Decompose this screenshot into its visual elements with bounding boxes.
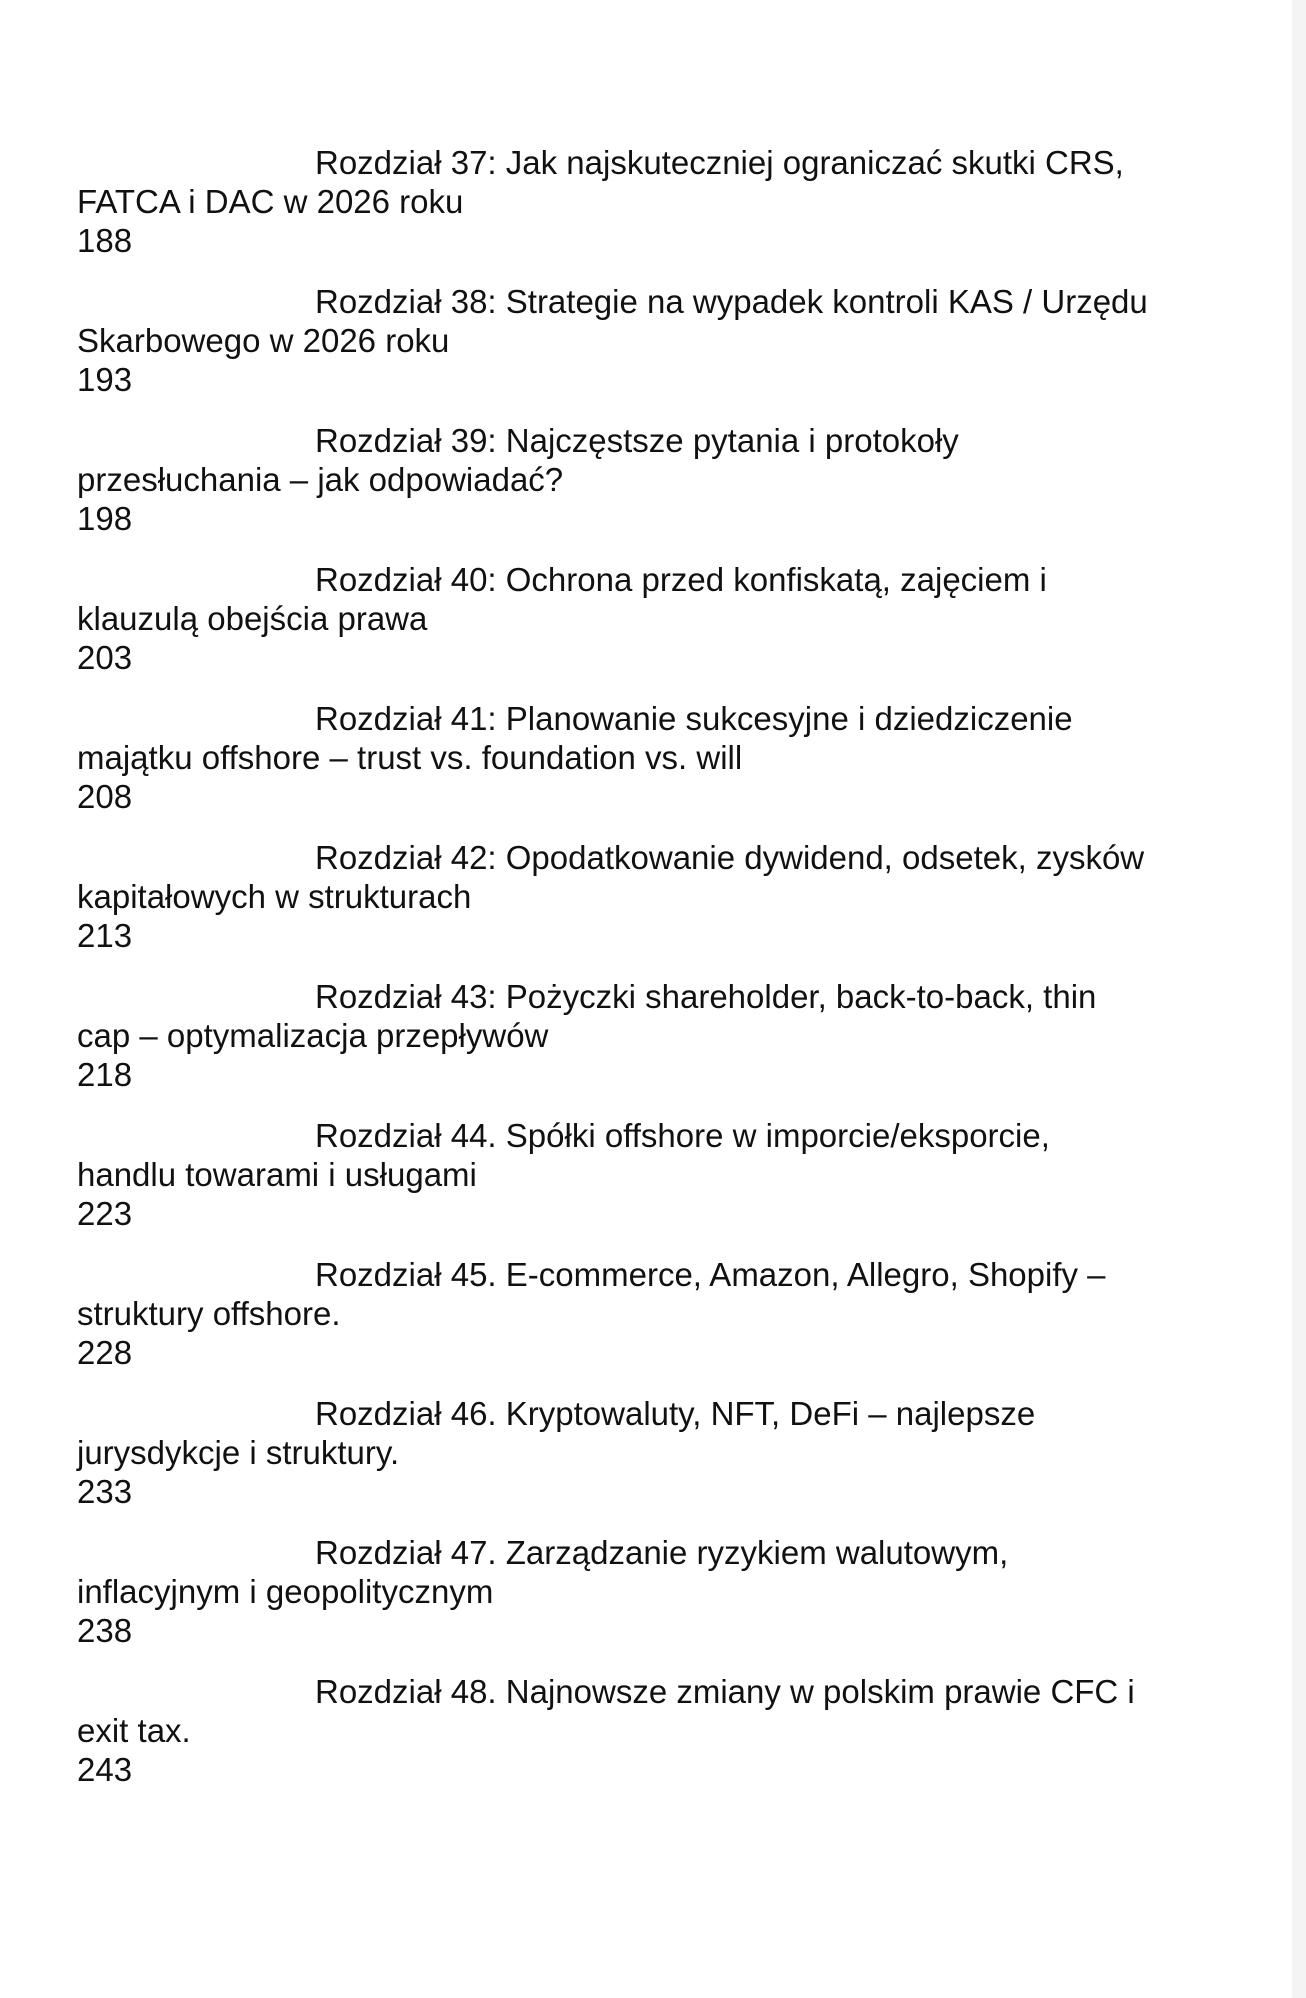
chapter-title-line-1: Rozdział 45. E-commerce, Amazon, Allegro, Shopify – xyxy=(315,1256,1106,1293)
chapter-title-line-2: kapitałowych w strukturach xyxy=(77,878,472,915)
chapter-title-line-1: Rozdział 38: Strategie na wypadek kontroli KAS / Urzędu xyxy=(315,283,1148,320)
chapter-title-line-2: majątku offshore – trust vs. foundation vs. will xyxy=(77,739,743,776)
chapter-title-line-2: inflacyjnym i geopolitycznym xyxy=(77,1573,494,1610)
page-number: 193 xyxy=(77,361,133,398)
chapter-title-line-2: FATCA i DAC w 2026 roku xyxy=(77,183,464,220)
toc-entry-39 xyxy=(77,421,1227,560)
page-number: 218 xyxy=(77,1056,133,1093)
page-edge xyxy=(1292,0,1306,1998)
toc-entry-44 xyxy=(77,1116,1227,1255)
chapter-title-line-2: Skarbowego w 2026 roku xyxy=(77,322,450,359)
page-number: 208 xyxy=(77,778,133,815)
toc-entry-38 xyxy=(77,282,1227,421)
toc-entry-42 xyxy=(77,838,1227,977)
chapter-title-line-1: Rozdział 40: Ochrona przed konfiskatą, zajęciem i xyxy=(315,561,1047,598)
page-number: 223 xyxy=(77,1195,133,1232)
toc-entry-46 xyxy=(77,1394,1227,1533)
page-number: 198 xyxy=(77,500,133,537)
chapter-title-line-1: Rozdział 39: Najczęstsze pytania i protokoły xyxy=(315,422,959,459)
chapter-title-line-1: Rozdział 48. Najnowsze zmiany w polskim prawie CFC i xyxy=(315,1673,1135,1710)
page-number: 203 xyxy=(77,639,133,676)
toc-entry-37 xyxy=(77,143,1227,282)
page-number: 228 xyxy=(77,1334,133,1371)
toc-entry-45 xyxy=(77,1255,1227,1394)
chapter-title-line-1: Rozdział 42: Opodatkowanie dywidend, odsetek, zysków xyxy=(315,839,1145,876)
toc-entry-48 xyxy=(77,1672,1227,1811)
chapter-title-line-1: Rozdział 44. Spółki offshore w imporcie/eksporcie, xyxy=(315,1117,1050,1154)
page-number: 233 xyxy=(77,1473,133,1510)
chapter-title-line-2: klauzulą obejścia prawa xyxy=(77,600,428,637)
chapter-title-line-1: Rozdział 43: Pożyczki shareholder, back-to-back, thin xyxy=(315,978,1097,1015)
page-number: 238 xyxy=(77,1612,133,1649)
chapter-title-line-1: Rozdział 41: Planowanie sukcesyjne i dziedziczenie xyxy=(315,700,1073,737)
page-number: 213 xyxy=(77,917,133,954)
toc-entry-47 xyxy=(77,1533,1227,1672)
chapter-title-line-1: Rozdział 46. Kryptowaluty, NFT, DeFi – najlepsze xyxy=(315,1395,1036,1432)
page-number: 243 xyxy=(77,1751,133,1788)
chapter-title-line-1: Rozdział 47. Zarządzanie ryzykiem walutowym, xyxy=(315,1534,1009,1571)
chapter-title-line-2: jurysdykcje i struktury. xyxy=(77,1434,400,1471)
chapter-title-line-2: przesłuchania – jak odpowiadać? xyxy=(77,461,564,498)
chapter-title-line-1: Rozdział 37: Jak najskuteczniej ograniczać skutki CRS, xyxy=(315,144,1124,181)
toc-entry-43 xyxy=(77,977,1227,1116)
chapter-title-line-2: struktury offshore. xyxy=(77,1295,341,1332)
chapter-title-line-2: cap – optymalizacja przepływów xyxy=(77,1017,549,1054)
chapter-title-line-2: handlu towarami i usługami xyxy=(77,1156,477,1193)
toc-entry-41 xyxy=(77,699,1227,838)
table-of-contents xyxy=(77,143,1227,1811)
chapter-title-line-2: exit tax. xyxy=(77,1712,191,1749)
toc-entry-40 xyxy=(77,560,1227,699)
page-number: 188 xyxy=(77,222,133,259)
